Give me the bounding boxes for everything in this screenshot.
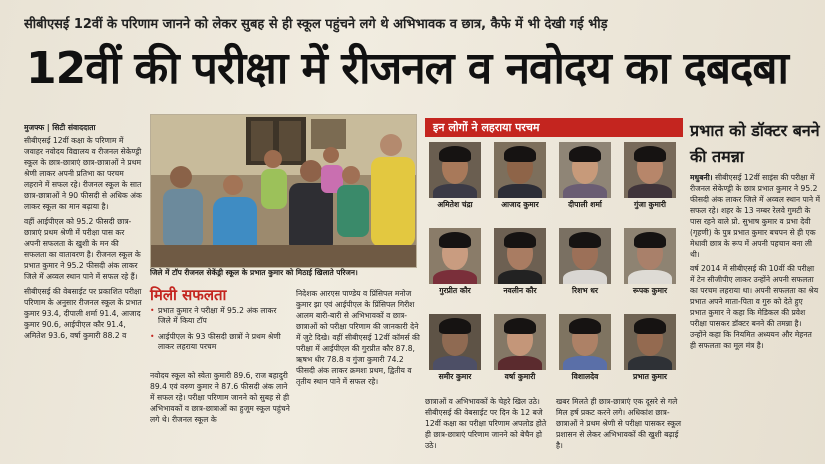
portrait-card: [490, 138, 550, 216]
parcham-paragraph: छात्राओं व अभिभावकों के चेहरे खिल उठे। सीबीएसई की वेबसाईट पर दिन के 12 बजे 12वीं कक्षा का परीक्षा परिणाम अपलोड होते ही छात्र-छात्राएं परिणाम जानने को बेचैन हो उठे।: [425, 397, 547, 450]
bullet-item: • आईपीएल के 93 फीसदी छात्रों ने प्रथम श्रेणी लाकर लहराया परचम: [150, 332, 290, 352]
parcham-photo-grid: [425, 138, 685, 393]
side-story-heading: प्रभात को डॉक्टर बनने की तमन्ना: [690, 121, 820, 166]
portrait-card: [425, 310, 485, 388]
left-paragraph: सीबीएसई 12वीं कक्षा के परिणाम में जवाहर नवोदय विद्यालय व रीजनल सेकेण्ड्री स्कूल के छात्र-छात्राएं छात्र-छात्राओं ने प्रथम श्रेणी लाकर अपनी प्रतिभा का परचम लहराने में सफल रहे। रीजनल स्कूल के सात छात्र-छात्राओं ने 90 फीसदी से अधिक अंक लाकर स्कूल का मान बढ़ाया है।: [24, 136, 142, 211]
side-story-body: [690, 172, 820, 464]
portrait-name: दीपाली शर्मा: [568, 200, 602, 209]
parcham-banner: इन लोगों ने लहराया परचम: [425, 118, 683, 137]
left-dateline: मुजफ्फ | सिटी संवाददाता: [24, 123, 96, 132]
portrait-photo: [624, 142, 676, 198]
side-paragraph: वर्ष 2014 में सीबीएसई की 10वीं की परीक्षा में टेन सीजीपीए लाकर उन्होंने अपनी सफलता का परचम लहराया था। अपनी सफलता का श्रेय प्रभात अपने माता-पिता व गुरु को देते हुए प्रभात कुमार ने कहा कि मेडिकल की प्रवेश परीक्षा पासकर डॉक्टर बनने की तमन्ना है। उन्होंने कहा कि नियमित अध्ययन और मेहनत ही सफलता का मूल मंत्र है।: [690, 264, 819, 350]
left-paragraph: सीबीएसई की वेबसाईट पर प्रकाशित परीक्षा परिणाम के अनुसार रीजनल स्कूल के प्रभात कुमार 93.4, दीपाली शर्मा 91.4, आजाद कुमार 90.6, आईपीएल कौर 91.4, अमितेश 93.6, वर्षा कुमारी 88.2 व: [24, 287, 142, 340]
middle-paragraph: नवोदय स्कूल को स्वेता कुमारी 89.6, राज बहादुरी 89.4 एवं वरुण कुमार ने 87.6 फीसदी अंक लाने में सफल रहे। परीक्षा परिणाम जानने को सुबह से ही अभिभावकों व छात्र-छात्राओं का हुजूम स्कूल पहुंचने लगे थे। रीजनल स्कूल के: [150, 371, 290, 424]
portrait-card: [425, 224, 485, 302]
portrait-card: [620, 138, 680, 216]
portrait-name: गुंजा कुमारी: [634, 200, 666, 209]
portrait-name: विशालदेव: [571, 372, 599, 381]
main-headline: 12वीं की परीक्षा में रीजनल व नवोदय का दबदबा: [26, 43, 788, 94]
side-paragraph: सीबीएसई 12वीं साइंस की परीक्षा में रीजनल सेकेण्ड्री के छात्र प्रभात कुमार ने 95.2 फीसदी अंक लाकर जिले में अव्वल स्थान पाने में सफल रहे। शहर के 13 नम्बर रेलवे गुमटी के पास रहने वाले प्रो. सुभाष कुमार व प्रभा देवी (गृहणी) के पुत्र प्रभात कुमार बचपन से ही एक मेधावी छात्र के रूप में अपनी पहचान बना ली थी।: [690, 173, 820, 259]
portrait-photo: [559, 142, 611, 198]
portrait-card: [425, 138, 485, 216]
middle-column: [296, 288, 420, 464]
family-photo-illustration: [151, 115, 416, 267]
portrait-name: गुरप्रीत कौर: [439, 286, 471, 295]
portrait-card: [555, 310, 615, 388]
portrait-photo: [494, 228, 546, 284]
portrait-photo: [624, 314, 676, 370]
portrait-card: [555, 138, 615, 216]
kicker-headline: सीबीएसई 12वीं के परिणाम जानने को लेकर सुबह से ही स्कूल पहुंचने लगे थे अभिभावक व छात्र, कैफे में भी देखी गई भीड़: [24, 17, 608, 32]
middle-paragraph: निदेशक आरएस पाण्डेय व प्रिंसिपल मनोज कुमार झा एवं आईपीएल के प्रिंसिपल गिरीश आलम बारी-बारी से अभिभावकों व छात्र-छात्राओं को परीक्षा परिणाम की जानकारी देने में जुटे दिखे। वहीं सीबीएसई 12वीं कॉमर्स की परीक्षा में आईपीएल की गुरप्रीत कौर 87.8, ऋषभ धीर 78.8 व गुंजा कुमारी 74.2 फीसदी अंक लाकर क्रमशः प्रथम, द्वितीय व तृतीय स्थान पाने में सफल रहे।: [296, 289, 420, 386]
side-dateline: मधुबनी।: [690, 173, 713, 182]
portrait-name: अमितेश चंद्रा: [437, 200, 473, 209]
portrait-photo: [559, 228, 611, 284]
portrait-card: [490, 224, 550, 302]
portrait-photo: [494, 314, 546, 370]
portrait-photo: [494, 142, 546, 198]
portrait-card: [620, 224, 680, 302]
portrait-photo: [429, 142, 481, 198]
portrait-name: आजाद कुमार: [501, 200, 539, 209]
middle-lower-column: [150, 370, 292, 464]
portrait-card: [555, 224, 615, 302]
parcham-bottom-left: [425, 396, 551, 464]
left-paragraph: वहीं आईपीएल को 95.2 फीसदी छात्र-छात्राएं प्रथम श्रेणी में परीक्षा पास कर अपनी सफलता के खुशी के मन की सफलता का वातावरण है। रीजनल स्कूल के प्रभात कुमार ने 95.2 फीसदी अंक लाकर जिले में अव्वल स्थान पाने में सफल रहे हैं।: [24, 217, 141, 281]
bullet-item: • प्रभात कुमार ने परीक्षा में 95.2 अंक लाकर जिले में किया टॉप: [150, 306, 290, 326]
portrait-name: वर्षा कुमारी: [504, 372, 536, 381]
photo-caption: जिले में टॉप रीजनल सेकेंड्री स्कूल के प्रभात कुमार को मिठाई खिलाते परिजन।: [150, 268, 358, 277]
left-column: [24, 122, 142, 462]
portrait-name: प्रभात कुमार: [632, 372, 668, 381]
mili-safalta-bullets: [150, 306, 290, 366]
portrait-name: समीर कुमार: [438, 372, 472, 381]
portrait-photo: [429, 228, 481, 284]
parcham-bottom-right: [556, 396, 684, 464]
portrait-name: रिशभ धर: [572, 286, 598, 295]
parcham-paragraph: खबर मिलते ही छात्र-छात्राएं एक दूसरे से गले मिल हर्ष प्रकट करने लगे। अधिकांश छात्र-छात्राओं ने प्रथम श्रेणी से परीक्षा पासकर स्कूल प्रशासन से लेकर अभिभावकों की खुशी बढ़ाई है।: [556, 397, 682, 450]
portrait-name: नवलीन कौर: [503, 286, 537, 295]
portrait-photo: [559, 314, 611, 370]
portrait-photo: [624, 228, 676, 284]
family-photo: [150, 114, 417, 268]
portrait-card: [490, 310, 550, 388]
portrait-photo: [429, 314, 481, 370]
portrait-card: [620, 310, 680, 388]
mili-safalta-heading: मिली सफलता: [150, 286, 227, 304]
portrait-name: रूपक कुमार: [632, 286, 668, 295]
